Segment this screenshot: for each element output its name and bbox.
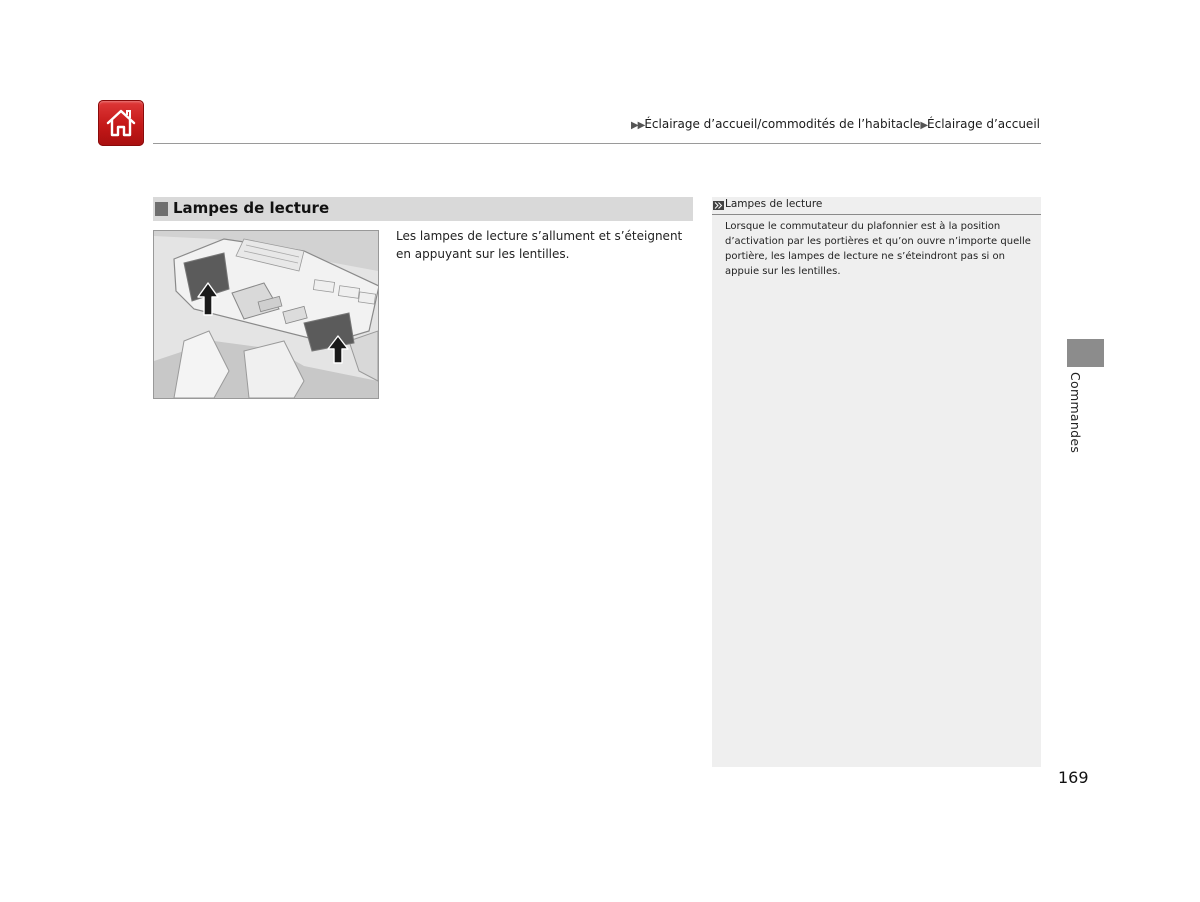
header-divider <box>153 143 1041 144</box>
sidebar-note-header <box>712 197 1041 215</box>
breadcrumb-arrow-icon: ▶ <box>920 120 928 131</box>
home-button[interactable] <box>98 100 144 146</box>
sidebar-note-body: Lorsque le commutateur du plafonnier est à la position d’activation par les portières et qu’on ouvre n’importe quelle portière, les lampes de lecture ne s’éteindront pas si on appuie sur les lentilles. <box>725 221 1031 277</box>
chapter-tab-label[interactable]: Commandes <box>1068 372 1083 454</box>
section-body-text: Les lampes de lecture s’allument et s’éteignent en appuyant sur les lentilles. <box>396 229 683 261</box>
reading-lamps-illustration <box>153 230 379 399</box>
home-icon <box>105 107 137 139</box>
overhead-console-drawing <box>154 231 378 398</box>
reference-marker-icon <box>713 201 724 210</box>
sidebar-note-panel <box>712 197 1041 767</box>
page-number: 169 <box>1058 768 1089 787</box>
breadcrumb <box>631 117 1040 131</box>
section-marker-icon <box>155 202 168 216</box>
chapter-tab-marker[interactable] <box>1067 339 1104 367</box>
section-heading-bar <box>153 197 693 221</box>
breadcrumb-arrow-icon: ▶▶ <box>630 120 645 131</box>
breadcrumb-current[interactable]: Éclairage d’accueil <box>927 117 1040 131</box>
section-title: Lampes de lecture <box>173 199 330 217</box>
breadcrumb-link-parent[interactable]: Éclairage d’accueil/commodités de l’habitacle <box>644 117 921 131</box>
sidebar-note-heading[interactable]: Lampes de lecture <box>725 198 823 210</box>
